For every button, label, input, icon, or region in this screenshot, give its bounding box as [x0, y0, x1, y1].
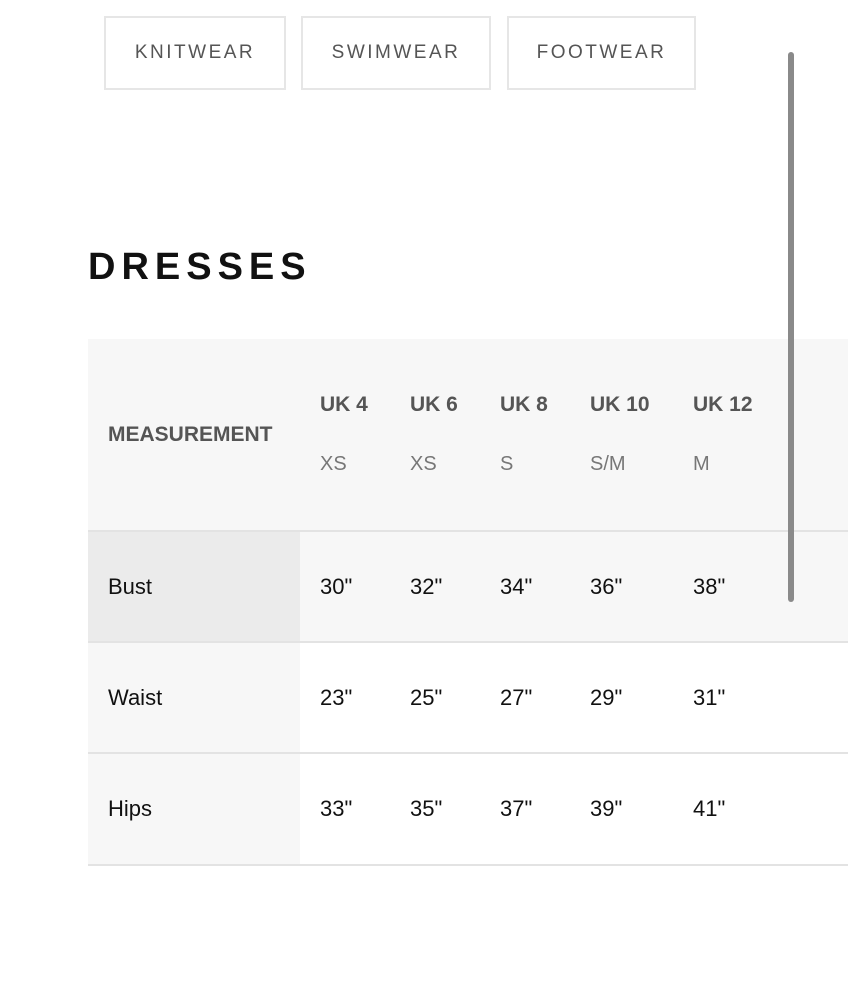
table-bottom-border [88, 864, 848, 866]
table-cell: 25" [410, 685, 443, 710]
size-table[interactable] [88, 339, 753, 869]
table-cell: 34" [500, 574, 533, 599]
section-title: DRESSES [88, 246, 312, 288]
row-label: Waist [108, 685, 163, 710]
table-cell: 33" [320, 796, 353, 821]
table-cell: 30" [320, 574, 353, 599]
header-alpha-size: S [500, 453, 514, 475]
row-label: Bust [108, 574, 153, 599]
page-scrollbar[interactable] [788, 52, 794, 602]
table-row-hips [88, 752, 848, 865]
header-size: UK 8 [500, 393, 548, 416]
header-measurement: MEASUREMENT [108, 423, 273, 446]
table-row-bust [88, 530, 848, 643]
table-cell: 37" [500, 796, 533, 821]
header-alpha-size: M [693, 453, 710, 475]
header-alpha-size: XS [410, 453, 437, 475]
table-row-waist [88, 641, 848, 754]
category-button-knitwear[interactable]: KNITWEAR [104, 16, 286, 90]
header-alpha-size: XS [320, 453, 347, 475]
header-size: UK 12 [693, 393, 753, 416]
table-cell: 39" [590, 796, 623, 821]
table-cell: 36" [590, 574, 623, 599]
table-cell: 41" [693, 796, 726, 821]
header-size: UK 10 [590, 393, 650, 416]
row-label: Hips [108, 796, 153, 821]
category-button-swimwear[interactable]: SWIMWEAR [301, 16, 491, 90]
table-cell: 29" [590, 685, 623, 710]
table-cell: 38" [693, 574, 726, 599]
table-cell: 32" [410, 574, 443, 599]
table-cell: 27" [500, 685, 533, 710]
category-button-footwear[interactable]: FOOTWEAR [507, 16, 696, 90]
table-cell: 35" [410, 796, 443, 821]
table-header [88, 339, 848, 530]
header-size: UK 6 [410, 393, 458, 416]
header-alpha-size: S/M [590, 453, 626, 475]
table-cell: 23" [320, 685, 353, 710]
table-cell: 31" [693, 685, 726, 710]
header-size: UK 4 [320, 393, 368, 416]
